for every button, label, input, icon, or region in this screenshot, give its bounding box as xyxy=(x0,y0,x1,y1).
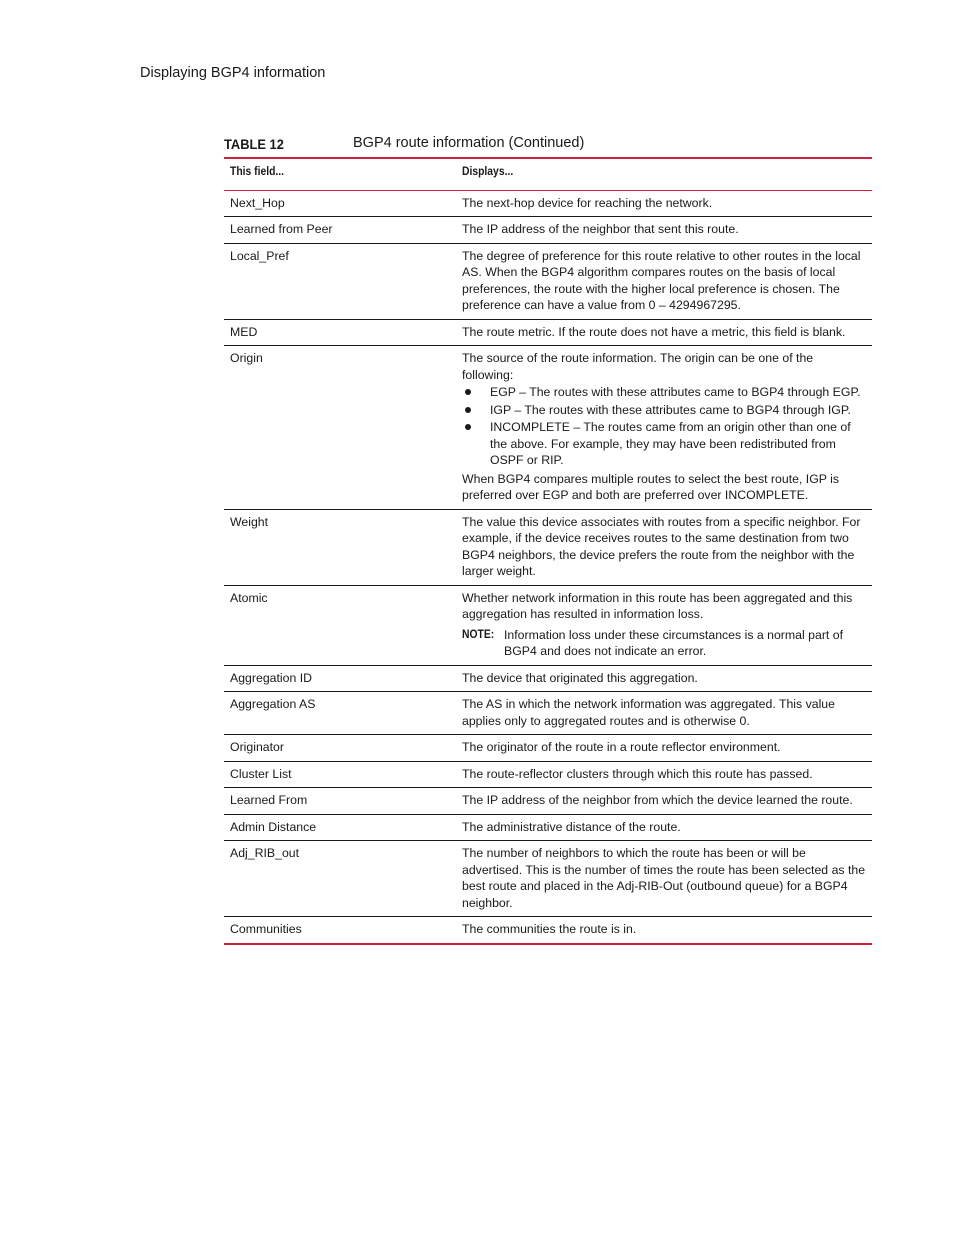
table-caption xyxy=(224,135,872,157)
table-row xyxy=(224,788,872,815)
field-description: The AS in which the network information was aggregated. This value applies only to aggregated routes and is otherwise 0. xyxy=(456,692,872,735)
field-name: Local_Pref xyxy=(224,243,456,319)
field-description: The route metric. If the route does not have a metric, this field is blank. xyxy=(456,319,872,346)
description-text: When BGP4 compares multiple routes to select the best route, IGP is preferred over EGP and both are preferred over INCOMPLETE. xyxy=(462,471,840,502)
field-description: The next-hop device for reaching the network. xyxy=(462,195,713,210)
description-text: The source of the route information. The origin can be one of the following: xyxy=(462,351,814,382)
field-description: The IP address of the neighbor that sent this route. xyxy=(456,217,872,244)
field-description: The route-reflector clusters through which this route has passed. xyxy=(456,761,872,788)
running-head: Displaying BGP4 information xyxy=(140,65,326,81)
list-item: EGP – The routes with these attributes came to BGP4 through EGP. xyxy=(462,384,866,401)
list-item: IGP – The routes with these attributes came to BGP4 through IGP. xyxy=(462,402,866,419)
field-name: Adj_RIB_out xyxy=(224,841,456,917)
field-description: The administrative distance of the route. xyxy=(456,814,872,841)
field-description: The device that originated this aggregation. xyxy=(456,665,872,692)
table-row xyxy=(224,761,872,788)
table-row xyxy=(224,243,872,319)
field-description: The number of neighbors to which the route has been or will be advertised. This is the number of times the route has been selected as the best route and placed in the Adj-RIB-Out (outbound queue) for a BGP4 neighbor. xyxy=(456,841,872,917)
field-name: Aggregation ID xyxy=(224,665,456,692)
table-row xyxy=(224,346,872,510)
description-text: Whether network information in this route has been aggregated and this aggregation has resulted in information loss. xyxy=(462,590,853,621)
table-row xyxy=(224,841,872,917)
field-name: MED xyxy=(224,319,456,346)
field-name: Origin xyxy=(224,346,456,510)
table-row xyxy=(224,735,872,762)
list-item: INCOMPLETE – The routes came from an origin other than one of the above. For example, they may have been redistributed from OSPF or RIP. xyxy=(462,419,866,469)
field-description: The IP address of the neighbor from which the device learned the route. xyxy=(456,788,872,815)
field-description: The degree of preference for this route relative to other routes in the local AS. When the BGP4 algorithm compares routes on the basis of local preferences, the route with the higher local preference is chosen. The preference can have a value from 0 – 4294967295. xyxy=(456,243,872,319)
table-row xyxy=(224,692,872,735)
table-row xyxy=(224,319,872,346)
table-row xyxy=(224,217,872,244)
field-name: Learned from Peer xyxy=(224,217,456,244)
field-name: Next_Hop xyxy=(230,195,285,210)
table-header-row xyxy=(224,158,872,190)
origin-list xyxy=(462,384,866,469)
field-name: Weight xyxy=(224,509,456,585)
field-name: Learned From xyxy=(224,788,456,815)
field-description: The value this device associates with routes from a specific neighbor. For example, if the device receives routes to the same destination from two BGP4 neighbors, the device prefers the route from the neighbor with the larger weight. xyxy=(456,509,872,585)
table-row xyxy=(224,190,872,217)
table-title: BGP4 route information (Continued) xyxy=(353,135,585,151)
field-name: Atomic xyxy=(224,585,456,665)
field-description xyxy=(456,585,872,665)
note xyxy=(462,627,866,660)
field-name: Aggregation AS xyxy=(224,692,456,735)
note-label: NOTE: xyxy=(462,628,495,641)
field-description: The communities the route is in. xyxy=(456,917,872,944)
table-label: TABLE 12 xyxy=(224,136,284,152)
table-row xyxy=(224,585,872,665)
table-row xyxy=(224,665,872,692)
header-field: This field... xyxy=(224,158,456,190)
table-row xyxy=(224,509,872,585)
field-name: Cluster List xyxy=(224,761,456,788)
table-row xyxy=(224,814,872,841)
field-name: Admin Distance xyxy=(224,814,456,841)
table-row xyxy=(224,917,872,944)
field-description: The originator of the route in a route reflector environment. xyxy=(456,735,872,762)
bgp4-route-info-table xyxy=(224,157,872,945)
note-text: Information loss under these circumstances is a normal part of BGP4 and does not indicate an error. xyxy=(504,627,843,658)
header-displays: Displays... xyxy=(456,158,872,190)
field-name: Originator xyxy=(224,735,456,762)
field-description xyxy=(456,346,872,510)
field-name: Communities xyxy=(224,917,456,944)
